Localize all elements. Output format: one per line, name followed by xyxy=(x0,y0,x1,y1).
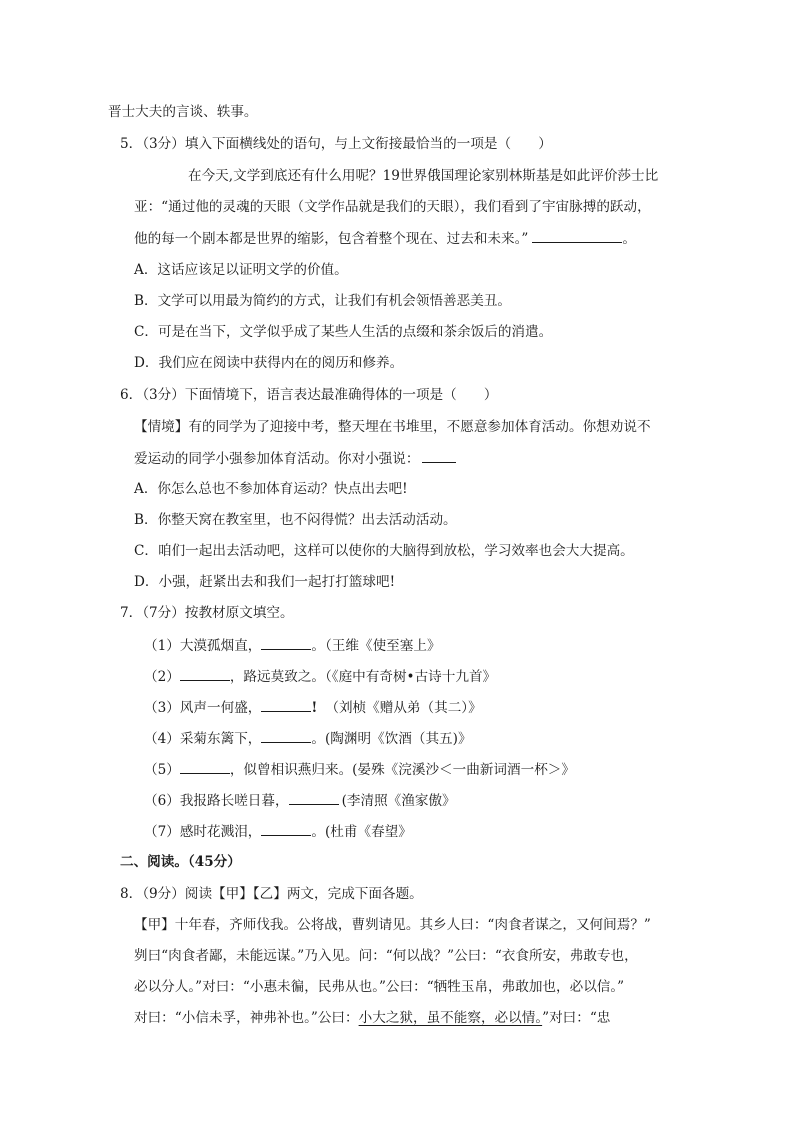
section-heading: 二、阅读。（45分） xyxy=(120,854,241,870)
text-line: 晋士大夫的言谈、轶事。 xyxy=(108,104,258,120)
fill-item-2 xyxy=(144,667,496,686)
fill-item-5 xyxy=(144,760,575,779)
option-d: D．我们应在阅读中获得内在的阅历和修养。 xyxy=(134,355,404,371)
text-line: 必以分人。”对曰：“小惠未徧，民弗从也。”公曰：“牺牲玉帛，弗敢加也，必以信。” xyxy=(134,979,625,995)
text-span: （7）感时花溅泪， xyxy=(144,824,262,840)
text-span: 。(陶渊明《饮酒（其五)》 xyxy=(311,731,472,747)
text-span: （1）大漠孤烟直， xyxy=(144,638,262,654)
answer-blank xyxy=(261,729,311,743)
text-span: 。（王维《使至塞上》 xyxy=(311,638,441,654)
text-line: 【甲】十年春，齐师伐我。公将战，曹刿请见。其乡人曰：“肉食者谋之，又何间焉？” xyxy=(134,917,651,933)
text-span: ! xyxy=(311,700,318,716)
fill-item-3 xyxy=(144,698,482,717)
text-line xyxy=(134,449,456,468)
answer-blank xyxy=(180,760,230,774)
option-b: B．你整天窝在教室里，也不闷得慌？出去活动活动。 xyxy=(134,512,457,528)
answer-blank xyxy=(261,698,311,712)
text-line: 刿曰“肉食者鄙，未能远谋。”乃入见。问：“何以战？”公曰：“衣食所安，弗敢专也， xyxy=(134,948,638,964)
text-span: （6）我报路长嗟日暮， xyxy=(144,793,289,809)
text-span: ，似曾相识燕归来。(晏殊《浣溪沙＜一曲新词酒一杯＞》 xyxy=(229,762,575,778)
text-line: 【情境】有的同学为了迎接中考，整天埋在书堆里，不愿意参加体育活动。你想劝说不 xyxy=(134,419,651,435)
text-span: 爱运动的同学小强参加体育活动。你对小强说： xyxy=(134,451,420,467)
answer-blank xyxy=(261,822,311,836)
text-span: 他的每一个剧本都是世界的缩影，包含着整个现在、过去和未来。” xyxy=(134,231,529,247)
answer-blank xyxy=(532,229,622,243)
question-8-stem: 8．（9分）阅读【甲】【乙】两文，完成下面各题。 xyxy=(120,886,423,902)
answer-blank xyxy=(289,791,339,805)
fill-item-1 xyxy=(144,636,441,655)
question-6-stem: 6．（3分）下面情境下，语言表达最准确得体的一项是（ ） xyxy=(120,387,498,403)
text-span: （4）采菊东篱下， xyxy=(144,731,262,747)
option-a: A．这话应该足以证明文学的价值。 xyxy=(134,262,348,278)
text-line: 亚：“通过他的灵魂的天眼（文学作品就是我们的天眼），我们看到了宇宙脉搏的跃动， xyxy=(134,199,651,215)
underlined-sentence: 小大之狱，虽不能察，必以情。 xyxy=(358,1010,543,1026)
option-a: A．你怎么总也不参加体育运动？快点出去吧! xyxy=(134,481,408,497)
text-span: （3）风声一何盛， xyxy=(144,700,262,716)
text-span: （刘桢《赠从弟（其二）》 xyxy=(325,700,482,716)
fill-item-4 xyxy=(144,729,472,748)
fill-item-6 xyxy=(144,791,456,810)
text-span: 对曰：“小信未孚，神弗补也。”公曰： xyxy=(134,1010,359,1026)
option-b: B．文学可以用最为简约的方式，让我们有机会领悟善恶美丑。 xyxy=(134,293,512,309)
text-line xyxy=(134,229,636,248)
text-span: 。 xyxy=(622,231,636,247)
text-line: 在今天,文学到底还有什么用呢？19世界俄国理论家别林斯基是如此评价莎士比 xyxy=(188,168,659,184)
text-span: (李清照《渔家傲》 xyxy=(341,793,456,809)
answer-blank xyxy=(261,636,311,650)
option-d: D．小强，赶紧出去和我们一起打打篮球吧! xyxy=(134,574,396,590)
text-line xyxy=(134,1009,610,1027)
answer-blank xyxy=(422,449,456,463)
text-span: ”对曰：“忠 xyxy=(542,1010,611,1026)
text-span: （2） xyxy=(144,669,180,685)
answer-blank xyxy=(180,667,230,681)
text-span: 。(杜甫《春望》 xyxy=(311,824,412,840)
question-5-stem: 5．（3分）填入下面横线处的语句，与上文衔接最恰当的一项是（ ） xyxy=(120,136,552,152)
question-7-stem: 7．（7分）按教材原文填空。 xyxy=(120,605,294,621)
text-span: ，路远莫致之。（《庭中有奇树•古诗十九首》 xyxy=(229,669,497,685)
option-c: C．咱们一起出去活动吧，这样可以使你的大脑得到放松，学习效率也会大大提高。 xyxy=(134,543,634,559)
text-span: （5） xyxy=(144,762,180,778)
option-c: C．可是在当下，文学似乎成了某些人生活的点缀和茶余饭后的消遣。 xyxy=(134,324,553,340)
fill-item-7 xyxy=(144,822,412,841)
